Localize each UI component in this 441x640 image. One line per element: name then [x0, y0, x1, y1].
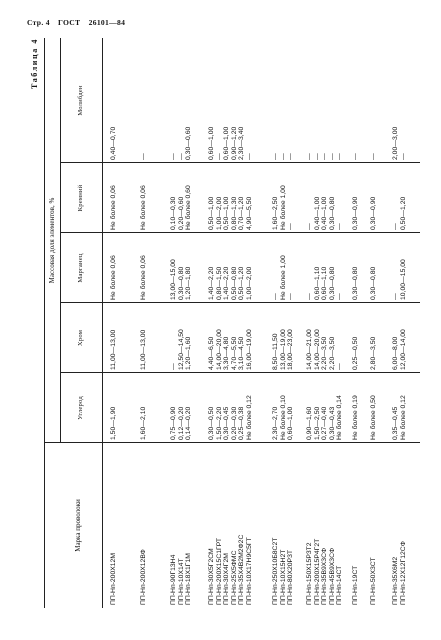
table-cell: Не более 0,19: [352, 395, 359, 440]
table-cell: Не более 0,06: [140, 185, 147, 230]
table-cell: 1,50—2,20: [215, 406, 223, 440]
table-cell: ПП-Нп-12Х12Г12СФ: [399, 541, 407, 605]
table-cell: ПП-Нп-200Х15Р4Г2Т: [313, 538, 321, 605]
table-cell: 0,30—0,45: [223, 406, 231, 440]
table-cell: Не более 0,06: [110, 185, 117, 230]
table-cell: 0,40—1,00: [321, 196, 329, 230]
table-cell: 0,90—1,20: [230, 126, 238, 160]
table-cell: ПП-Нп-45В9Х3СФ: [328, 547, 336, 605]
table-cell: 14,00—20,00: [313, 329, 321, 370]
rotated-table-area: [30, 38, 422, 608]
table-cell: 2,30—2,70: [272, 406, 279, 440]
table-cell: 0,50—1,20: [238, 266, 246, 300]
table-cell: 13,00—15,00: [170, 259, 177, 300]
table-cell: 1,50—2,50: [313, 406, 321, 440]
table-cell: —: [399, 153, 407, 160]
value-cell: [170, 185, 193, 230]
table-cell: 14,00—20,00: [215, 329, 223, 370]
col-header-chromium: Хром: [77, 329, 84, 347]
value-cell: [110, 255, 118, 300]
table-cell: 2,20—3,50: [321, 336, 329, 370]
value-cell: [392, 197, 407, 230]
table-cell: 4,40—6,50: [208, 336, 215, 370]
table-cell: —: [321, 153, 329, 160]
table-cell: —: [306, 293, 313, 300]
value-cell: [170, 259, 193, 300]
table-cell: Не более 0,50: [370, 395, 377, 440]
value-cell: [370, 197, 378, 230]
table-header-rule: [102, 38, 103, 608]
table-cell: ПП-Нп-150Х15Р3Т2: [306, 542, 313, 605]
value-cell: [140, 255, 148, 300]
value-cell: [170, 127, 193, 160]
brand-cell: [140, 549, 148, 605]
table-cell: 4,70—5,50: [230, 336, 238, 370]
table-cell: 4,90—5,50: [245, 196, 253, 230]
table-cell: ПП-Нп-200Х12ВФ: [140, 549, 147, 605]
table-cell: 0,30—0,80: [370, 266, 377, 300]
table-cell: 0,75—0,90: [170, 406, 177, 440]
table-cell: ПП-Нп-250Х10Б8С2Т: [272, 537, 279, 605]
table-cell: Не более 0,60: [185, 185, 193, 230]
table-cell: —: [306, 223, 313, 230]
table-cell: —: [279, 153, 287, 160]
col-header-brand: Марка проволоки: [74, 499, 82, 552]
table-cell: Не более 0,14: [336, 395, 344, 440]
value-cell: [140, 407, 148, 440]
table-cell: —: [170, 363, 177, 370]
table-cell: 0,90—1,60: [306, 406, 313, 440]
value-cell: [272, 185, 295, 230]
table-cell: 0,30—0,60: [185, 126, 193, 160]
table-cell: ПП-Нп-50Х3СТ: [370, 557, 377, 605]
table-cell: 0,40—1,00: [313, 196, 321, 230]
table-cell: 11,00—13,00: [140, 329, 147, 370]
table-cell: 3,30—4,80: [223, 336, 231, 370]
table-top-rule: [44, 38, 45, 608]
table-cell: 1,60—2,50: [272, 196, 279, 230]
value-cell: [208, 329, 254, 370]
table-cell: Не более 0,12: [245, 395, 253, 440]
table-cell: —: [313, 153, 321, 160]
value-cell: [306, 153, 344, 160]
value-cell: [352, 267, 360, 300]
value-cell: [110, 407, 118, 440]
table-cell: 2,30—3,40: [238, 126, 246, 160]
table-cell: ПП-Нп-30Х4Г2М: [223, 553, 231, 605]
value-cell: [272, 395, 295, 440]
column-rule: [60, 302, 420, 303]
table-cell: ПП-Нп-18Х1Г1М: [185, 553, 193, 605]
table-cell: 13,00—19,00: [279, 329, 287, 370]
table-cell: ПП-Нп-35Х4В2М2Ф2С: [238, 534, 246, 605]
table-cell: —: [392, 223, 399, 230]
value-cell: [110, 185, 118, 230]
standard-number: 26101—84: [88, 18, 126, 27]
table-cell: 0,60—1,00: [287, 406, 295, 440]
table-cell: Не более 0,10: [279, 395, 287, 440]
table-cell: 0,80—1,30: [230, 196, 238, 230]
col-header-silicon: Кремний: [77, 184, 84, 212]
table-cell: ПП-Нп-200Х15С1ГРТ: [215, 537, 223, 605]
table-cell: ПП-Нп-30Х5Г2СМ: [208, 548, 215, 605]
table-cell: —: [287, 223, 295, 230]
value-cell: [352, 153, 360, 160]
table-cell: Не более 1,00: [279, 255, 287, 300]
value-cell: [306, 267, 344, 300]
value-cell: [370, 153, 378, 160]
page-number: Стр. 4: [27, 18, 50, 27]
table-cell: 0,40—0,70: [110, 126, 117, 160]
table-cell: 0,30—0,80: [177, 266, 185, 300]
table-cell: 0,60—1,00: [223, 126, 231, 160]
value-cell: [392, 259, 407, 300]
value-cell: [352, 337, 360, 370]
table-cell: 0,30—0,90: [370, 196, 377, 230]
table-cell: 2,20—3,50: [328, 336, 336, 370]
value-cell: [352, 197, 360, 230]
table-cell: ПП-Нп-19СТ: [352, 565, 359, 605]
table-cell: 0,30—0,80: [328, 196, 336, 230]
value-cell: [392, 395, 407, 440]
brand-cell: [110, 553, 118, 605]
table-cell: 18,00—23,00: [287, 329, 295, 370]
table-cell: 1,50—1,90: [110, 406, 117, 440]
table-cell: 0,30—0,90: [352, 196, 359, 230]
value-cell: [272, 255, 295, 300]
value-cell: [170, 407, 193, 440]
table-cell: 1,20—1,60: [185, 336, 193, 370]
value-cell: [370, 395, 378, 440]
table-cell: 2,80—3,50: [370, 336, 377, 370]
table-cell: —: [272, 153, 279, 160]
table-cell: —: [272, 293, 279, 300]
column-rule: [60, 232, 420, 233]
table-cell: 0,60—1,10: [321, 266, 329, 300]
brand-cell: [208, 535, 254, 605]
table-cell: 1,60—2,10: [140, 406, 147, 440]
table-cell: 0,50—1,00: [208, 196, 215, 230]
table-cell: 1,20—1,80: [185, 266, 193, 300]
table-cell: 8,50—11,50: [272, 333, 279, 370]
table-cell: Не более 0,12: [399, 395, 407, 440]
table-cell: ПП-Нп-35В9Х3СФ: [321, 547, 329, 605]
table-cell: 1,40—2,20: [223, 266, 231, 300]
table-cell: —: [328, 153, 336, 160]
value-cell: [306, 329, 344, 370]
table-cell: 0,10—0,30: [170, 196, 177, 230]
table-cell: 0,20—0,30: [230, 406, 238, 440]
value-cell: [140, 330, 148, 370]
col-header-carbon: Углерод: [77, 396, 84, 420]
value-cell: [208, 197, 254, 230]
table-cell: 10,00—15,00: [399, 259, 407, 300]
value-cell: [110, 330, 118, 370]
table-cell: Не более 0,06: [110, 255, 117, 300]
brand-cell: [306, 539, 344, 605]
table-cell: 0,30—0,80: [352, 266, 359, 300]
value-cell: [306, 197, 344, 230]
value-cell: [306, 395, 344, 440]
table-cell: 0,30—0,80: [328, 266, 336, 300]
table-cell: 0,14—0,20: [185, 406, 193, 440]
table-cell: 1,00—2,00: [215, 196, 223, 230]
table-cell: 11,00—13,00: [110, 329, 117, 370]
value-cell: [140, 185, 148, 230]
table-cell: ПП-Нп-10Х17Н9С5ГТ: [245, 537, 253, 605]
table-cell: —: [245, 153, 253, 160]
col-header-mass-fraction: Массовая доля элементов, %: [48, 197, 56, 284]
table-cell: ПП-Нп-200Х12М: [110, 553, 117, 605]
table-cell: —: [287, 153, 295, 160]
value-cell: [352, 395, 360, 440]
table-cell: 0,25—0,50: [352, 336, 359, 370]
table-cell: 0,50—1,00: [223, 196, 231, 230]
table-cell: 14,00—21,00: [306, 329, 313, 370]
table-cell: —: [336, 153, 344, 160]
standard-label: ГОСТ: [58, 18, 81, 27]
table-cell: 0,20—0,60: [177, 196, 185, 230]
table-cell: ПП-Нп-90Г13Н4: [170, 554, 177, 605]
brand-cell: [352, 566, 360, 605]
table-cell: ПП-Нп-25Х5ФМС: [230, 550, 238, 605]
table-cell: Не более 1,00: [279, 185, 287, 230]
brand-cell: [370, 557, 378, 605]
table-cell: 0,25—0,38: [238, 406, 246, 440]
table-cell: 16,00—19,00: [245, 329, 253, 370]
table-cell: 0,30—0,50: [208, 406, 215, 440]
table-cell: —: [336, 293, 344, 300]
table-cell: —: [215, 153, 223, 160]
brand-cell: [272, 538, 295, 605]
value-cell: [272, 153, 295, 160]
table-cell: 0,60—1,10: [313, 266, 321, 300]
table-cell: 3,10—4,50: [238, 336, 246, 370]
value-cell: [170, 329, 193, 370]
table-cell: 0,12—0,20: [177, 406, 185, 440]
table-cell: 0,50—0,80: [230, 266, 238, 300]
col-header-molybdenum: Молибден: [77, 85, 84, 116]
composition-table: [44, 38, 420, 608]
table-cell: 2,00—3,00: [392, 126, 399, 160]
table-cell: 12,00—14,00: [399, 329, 407, 370]
table-cell: 1,00—2,00: [245, 266, 253, 300]
value-cell: [370, 337, 378, 370]
col-header-manganese: Марганец: [77, 253, 84, 283]
table-cell: ПП-Нп-35Х6М2: [392, 556, 399, 605]
value-cell: [392, 127, 407, 160]
value-cell: [370, 267, 378, 300]
table-cell: —: [370, 153, 377, 160]
table-cell: ПП-Нп-10Х14Т: [177, 558, 185, 605]
table-cell: ПП-Нп-80Х20Р3Т: [287, 549, 295, 605]
table-cell: 0,80—1,50: [215, 266, 223, 300]
table-cell: 1,40—2,20: [208, 266, 215, 300]
table-cell: —: [306, 153, 313, 160]
value-cell: [208, 395, 254, 440]
table-cell: Не более 0,06: [140, 255, 147, 300]
page-header: [27, 18, 135, 27]
value-cell: [208, 127, 254, 160]
table-caption: Таблица 4: [30, 38, 39, 90]
table-cell: 0,60—1,00: [208, 126, 215, 160]
table-cell: ПП-Нп-14СТ: [336, 565, 344, 605]
table-cell: —: [170, 153, 177, 160]
value-cell: [110, 127, 118, 160]
table-cell: 0,27—0,40: [321, 406, 329, 440]
column-rule: [60, 372, 420, 373]
table-cell: 6,00—8,00: [392, 336, 399, 370]
table-cell: 0,35—0,45: [392, 406, 399, 440]
value-cell: [208, 267, 254, 300]
table-cell: 0,30—0,43: [328, 406, 336, 440]
table-cell: ПП-Нп-10Х15Н2Т: [279, 549, 287, 605]
value-cell: [272, 329, 295, 370]
table-cell: —: [287, 293, 295, 300]
brand-cell: [170, 553, 193, 605]
table-cell: —: [177, 153, 185, 160]
brand-cell: [392, 541, 407, 605]
table-cell: 0,70—1,20: [238, 196, 246, 230]
value-cell: [140, 153, 148, 160]
table-cell: —: [336, 223, 344, 230]
table-cell: 12,50—14,50: [177, 329, 185, 370]
column-rule: [60, 162, 420, 163]
table-cell: —: [140, 153, 147, 160]
table-group-rule: [60, 38, 61, 443]
column-rule: [44, 442, 420, 443]
value-cell: [392, 329, 407, 370]
table-cell: —: [336, 363, 344, 370]
table-cell: —: [352, 153, 359, 160]
table-cell: 0,50—1,20: [399, 196, 407, 230]
table-cell: —: [392, 293, 399, 300]
